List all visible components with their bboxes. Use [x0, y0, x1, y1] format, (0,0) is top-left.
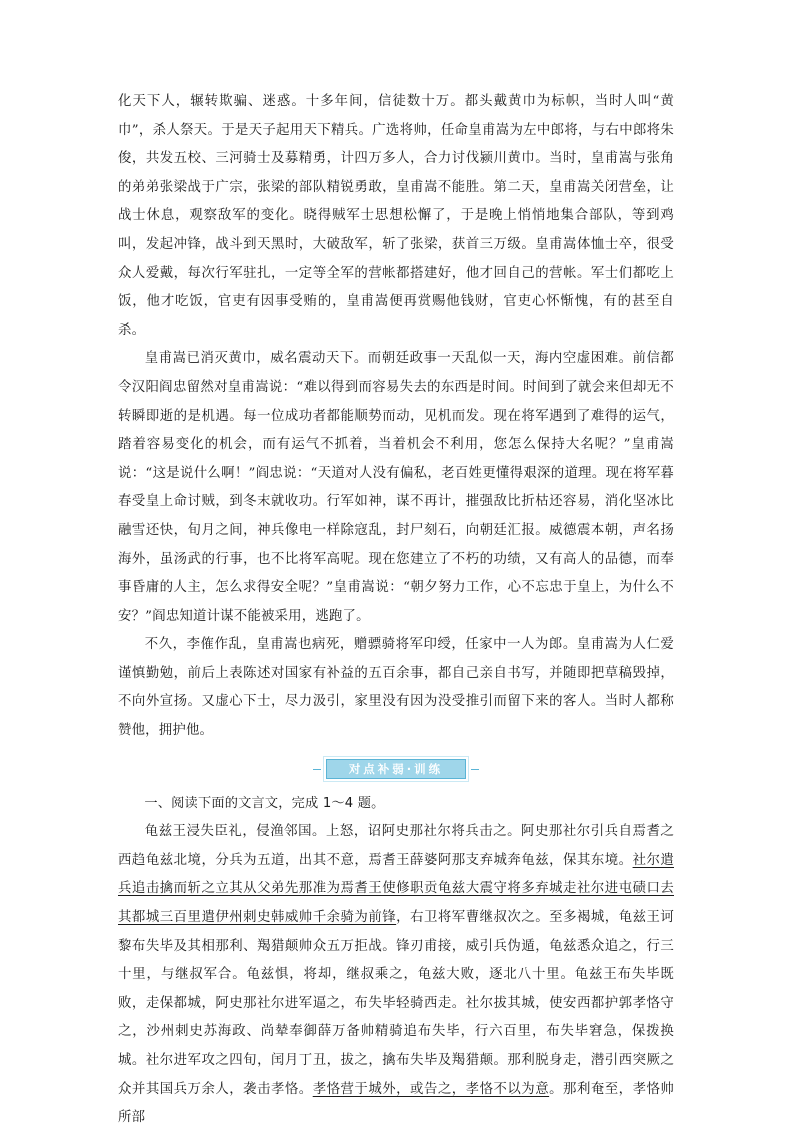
- underlined-passage-2: 孝恪营于城外，或告之，孝恪不以为意: [312, 1081, 550, 1097]
- paragraph-2: 皇甫嵩已消灭黄巾，威名震动天下。而朝廷政事一天乱似一天，海内空虚困难。前信都令汉阳阎忠留然对皇甫嵩说：“难以得到而容易失去的东西是时间。时间到了就会来但却无不转瞬即逝的是机遇。每一位成功者都能顺势而动，见机而发。现在将军遇到了难得的运气，踏着容易变化的机会，而有运气不抓着，当着机会不利用，您怎么保持大名呢？”皇甫嵩说：“这是说什么啊！”阎忠说：“天道对人没有偏私，老百姓更懂得艰深的道理。现在将军暮春受皇上命讨贼，到冬末就收功。行军如神，谋不再计，摧强敌比折枯还容易，消化坚冰比融雪还快，旬月之间，神兵像电一样除寇乱，封尸刻石，向朝廷汇报。威德震本朝，声名扬海外，虽汤武的行事，也不比将军高呢。现在您建立了不朽的功绩，又有高人的品德，而奉事昏庸的人主，怎么求得安全呢？”皇甫嵩说：“朝夕努力工作，心不忘忠于皇上，为什么不安？”阎忠知道计谋不能被采用，逃跑了。: [118, 351, 674, 624]
- passage-text-3: 。那利奄至，孝恪帅所部: [118, 1081, 674, 1126]
- paragraph-1: 化天下人，辗转欺骗、迷惑。十多年间，信徒数十万。都头戴黄巾为标帜，当时人叫“黄巾”，杀人祭天。于是天子起用天下精兵。广选将帅，任命皇甫嵩为左中郎将，与右中郎将朱俊，共发五校、三河骑士及募精勇，计四万多人，合力讨伐颍川黄巾。当时，皇甫嵩与张角的弟弟张梁战于广宗，张梁的部队精锐勇敢，皇甫嵩不能胜。第二天，皇甫嵩关闭营垒，让战士休息，观察敌军的变化。晓得贼军士思想松懈了，于是晚上悄悄地集合部队，等到鸡叫，发起冲锋，战斗到天黑时，大破敌军，斩了张梁，获首三万级。皇甫嵩体恤士卒，很受众人爱戴，每次行军驻扎，一定等全军的营帐都搭建好，他才回自己的营帐。军士们都吃上饭，他才吃饭，官吏有因事受贿的，皇甫嵩便再赏赐他钱财，官吏心怀惭愧，有的甚至自杀。: [118, 94, 674, 338]
- section-banner-row: [118, 750, 674, 788]
- section-banner: 对点补弱·训练: [326, 759, 466, 779]
- document-page: [118, 88, 674, 1133]
- underlined-passage-1: 社尔遣兵追击擒而斩之立其从父弟先那准为焉耆王使修职贡龟兹大震守将多弃城走社尔进屯碛口去其都城三百里遣伊州刺史韩威帅千余骑为前锋: [118, 852, 674, 926]
- classical-passage: [118, 818, 674, 1133]
- paragraph-3: 不久，李傕作乱，皇甫嵩也病死，赠骠骑将军印绶，任家中一人为郎。皇甫嵩为人仁爱谨慎勤勉，前后上表陈述对国家有补益的五百余事，都自己亲自书写，并随即把草稿毁掉，不向外宣扬。又虚心下士，尽力汲引，家里没有因为没受推引而留下来的客人。当时人都称赞他，拥护他。: [118, 637, 674, 739]
- question-intro: 一、阅读下面的文言文，完成 1～4 题。: [144, 795, 385, 811]
- passage-text-1: 龟兹王浸失臣礼，侵渔邻国。上怒，诏阿史那社尔将兵击之。阿史那社尔引兵自焉耆之西趋龟兹北境，分兵为五道，出其不意，焉耆王薛婆阿那支弃城奔龟兹，保其东境。: [118, 824, 674, 868]
- passage-text-2: ，右卫将军曹继叔次之。至多褐城，龟兹王诃黎布失毕及其相那利、羯猎颠帅众五万拒战。锋刃甫接，威引兵伪遁，龟兹悉众追之，行三十里，与继叔军合。龟兹惧，将却，继叔乘之，龟兹大败，逐北八十里。龟兹王布失毕既败，走保都城，阿史那社尔进军逼之，布失毕轻骑西走。社尔拔其城，使安西都护郭孝恪守之，沙州刺史苏海政、尚辇奉御薛万备帅精骑追布失毕，行六百里，布失毕窘急，保拨换城。社尔进军攻之四旬，闰月丁丑，拔之，擒布失毕及羯猎颠。那利脱身走，潜引西突厥之众并其国兵万余人，袭击孝恪。: [118, 910, 675, 1097]
